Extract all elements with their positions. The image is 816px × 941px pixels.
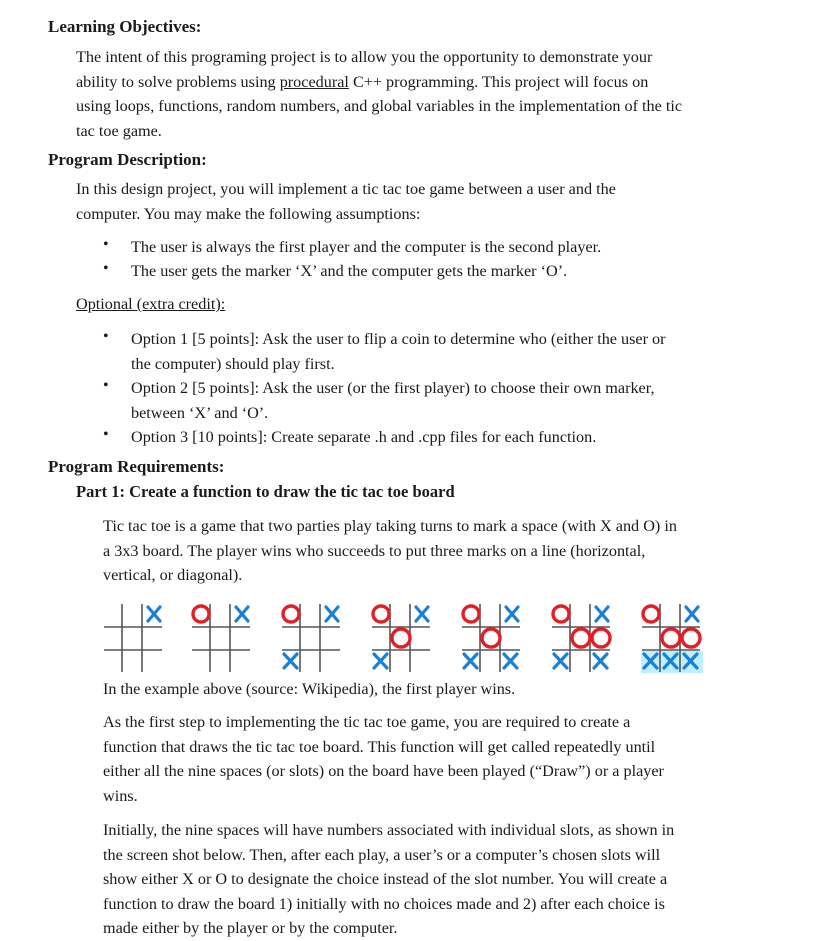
board-3 <box>282 604 340 672</box>
o-mark-icon <box>283 606 299 622</box>
o-mark-icon <box>463 606 479 622</box>
x-mark-icon <box>596 607 608 621</box>
o-mark-icon <box>482 629 500 647</box>
board-2 <box>192 604 250 672</box>
bullet-dot-icon: • <box>103 377 109 394</box>
program-requirements-heading: Program Requirements: <box>48 457 225 476</box>
procedural-underlined: procedural <box>279 72 349 91</box>
learning-objectives-heading: Learning Objectives: <box>48 17 202 36</box>
board-6 <box>552 604 610 672</box>
o-mark-icon <box>193 606 209 622</box>
x-mark-icon <box>464 654 477 668</box>
learning-line: The intent of this programing project is to allow you the opportunity to demonstrate your <box>76 48 653 66</box>
x-mark-icon <box>686 607 698 621</box>
learning-line: tac toe game. <box>76 121 162 140</box>
x-mark-icon <box>236 607 248 621</box>
tictactoe-game-sequence-figure <box>100 600 715 676</box>
x-mark-icon <box>148 607 160 621</box>
option-3-item: Option 3 [10 points]: Create separate .h and .cpp files for each function. <box>131 428 597 446</box>
board-1 <box>104 604 162 672</box>
x-mark-icon <box>374 654 387 668</box>
learning-line: ability to solve problems using procedural C++ programming. This project will focus on <box>76 72 649 91</box>
tictactoe-intro-paragraph: Tic tac toe is a game that two parties play taking turns to mark a space (with X and O) in a 3x3 board. The player wins who succeeds to put three marks on a line (horizontal, vertical, or diagonal). <box>103 517 677 584</box>
x-mark-icon <box>506 607 518 621</box>
initial-board-paragraph: Initially, the nine spaces will have numbers associated with individual slots, as shown in the screen shot below. Then, after each play, a user’s or a computer’s chosen slots will show either X or O to designate the choice instead of the slot number. You will create a function to draw the board 1) initially with no choices made and 2) after each choice is made either by the player or by the computer. <box>103 821 675 937</box>
assumption-item: The user gets the marker ‘X’ and the computer gets the marker ‘O’. <box>131 262 568 280</box>
o-mark-icon <box>572 629 590 647</box>
program-description-heading: Program Description: <box>48 150 207 169</box>
x-mark-icon <box>594 654 607 668</box>
o-mark-icon <box>682 629 700 647</box>
board-4 <box>372 604 430 672</box>
first-step-paragraph: As the first step to implementing the tic tac toe game, you are required to create a function that draws the tic tac toe board. This function will get called repeatedly until either all the nine spaces (or slots) on the board have been played (“Draw”) or a player wins. <box>103 713 664 805</box>
bullet-dot-icon: • <box>103 328 109 345</box>
description-line: In this design project, you will implement a tic tac toe game between a user and the <box>76 180 616 198</box>
board-7-winning <box>641 604 703 673</box>
x-mark-icon <box>326 607 338 621</box>
optional-heading: Optional (extra credit): <box>76 295 226 313</box>
description-line: computer. You may make the following assumptions: <box>76 204 421 223</box>
description-paragraph <box>76 177 616 226</box>
bullet-dot-icon: • <box>103 426 109 443</box>
learning-paragraph <box>76 45 682 143</box>
o-mark-icon <box>373 606 389 622</box>
o-mark-icon <box>662 629 680 647</box>
o-mark-icon <box>643 606 659 622</box>
part-1-heading: Part 1: Create a function to draw the tic tac toe board <box>76 482 455 501</box>
o-mark-icon <box>392 629 410 647</box>
x-mark-icon <box>416 607 428 621</box>
bullet-dot-icon: • <box>103 260 109 277</box>
assumption-item: The user is always the first player and the computer is the second player. <box>131 238 602 256</box>
option-2-item: Option 2 [5 points]: Ask the user (or the first player) to choose their own marker, between ‘X’ and ‘O’. <box>131 379 655 422</box>
bullet-dot-icon: • <box>103 236 109 253</box>
figure-caption: In the example above (source: Wikipedia), the first player wins. <box>103 680 516 698</box>
x-mark-icon <box>504 654 517 668</box>
learning-line: using loops, functions, random numbers, and global variables in the implementation of the tic <box>76 97 683 115</box>
o-mark-icon <box>592 629 610 647</box>
x-mark-icon <box>554 654 567 668</box>
board-5 <box>462 604 520 672</box>
option-1-item: Option 1 [5 points]: Ask the user to flip a coin to determine who (either the user or the computer) should play first. <box>131 330 666 373</box>
o-mark-icon <box>553 606 569 622</box>
x-mark-icon <box>284 654 297 668</box>
